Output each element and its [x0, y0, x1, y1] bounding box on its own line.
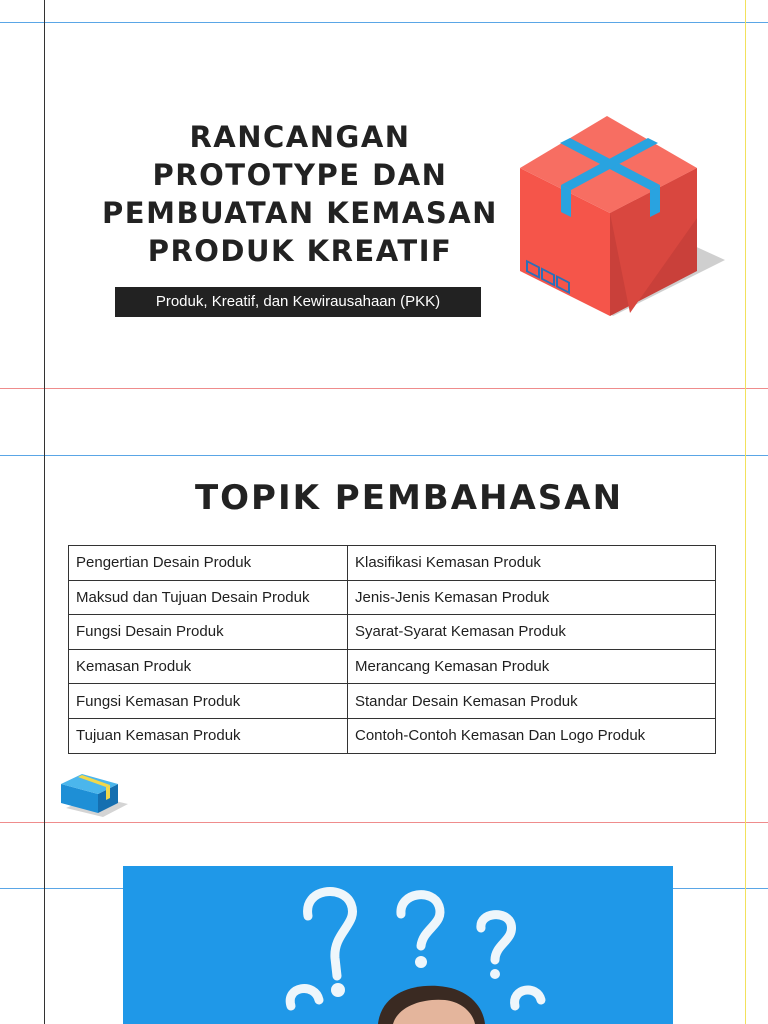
cardboard-box-icon: [505, 108, 730, 323]
topic-cell: Tujuan Kemasan Produk: [69, 718, 348, 753]
small-box-icon: [58, 768, 130, 818]
table-row: [69, 615, 716, 650]
topic-cell: Fungsi Kemasan Produk: [69, 684, 348, 719]
guide-line: [0, 455, 768, 456]
topic-cell: Contoh-Contoh Kemasan Dan Logo Produk: [348, 718, 716, 753]
topics-table: [68, 545, 716, 754]
slide-title: [100, 118, 500, 270]
topic-cell: Syarat-Syarat Kemasan Produk: [348, 615, 716, 650]
topic-cell: Jenis-Jenis Kemasan Produk: [348, 580, 716, 615]
question-marks-photo: [123, 866, 673, 1024]
topic-cell: Merancang Kemasan Produk: [348, 649, 716, 684]
title-line: PEMBUATAN KEMASAN: [102, 196, 498, 230]
table-row: [69, 580, 716, 615]
guide-line: [0, 22, 768, 23]
table-row: [69, 718, 716, 753]
topic-cell: Standar Desain Kemasan Produk: [348, 684, 716, 719]
table-row: [69, 546, 716, 581]
question-marks-icon: [123, 866, 673, 1024]
guide-line: [0, 822, 768, 823]
topic-cell: Fungsi Desain Produk: [69, 615, 348, 650]
topic-cell: Klasifikasi Kemasan Produk: [348, 546, 716, 581]
topic-cell: Kemasan Produk: [69, 649, 348, 684]
section-heading: TOPIK PEMBAHASAN: [194, 478, 624, 518]
subtitle-banner: Produk, Kreatif, dan Kewirausahaan (PKK): [115, 287, 481, 317]
title-line: PROTOTYPE DAN: [152, 158, 448, 192]
topic-cell: Maksud dan Tujuan Desain Produk: [69, 580, 348, 615]
topic-cell: Pengertian Desain Produk: [69, 546, 348, 581]
title-line: PRODUK KREATIF: [147, 234, 453, 268]
title-line: RANCANGAN: [189, 120, 411, 154]
table-row: [69, 684, 716, 719]
guide-line: [0, 388, 768, 389]
table-row: [69, 649, 716, 684]
